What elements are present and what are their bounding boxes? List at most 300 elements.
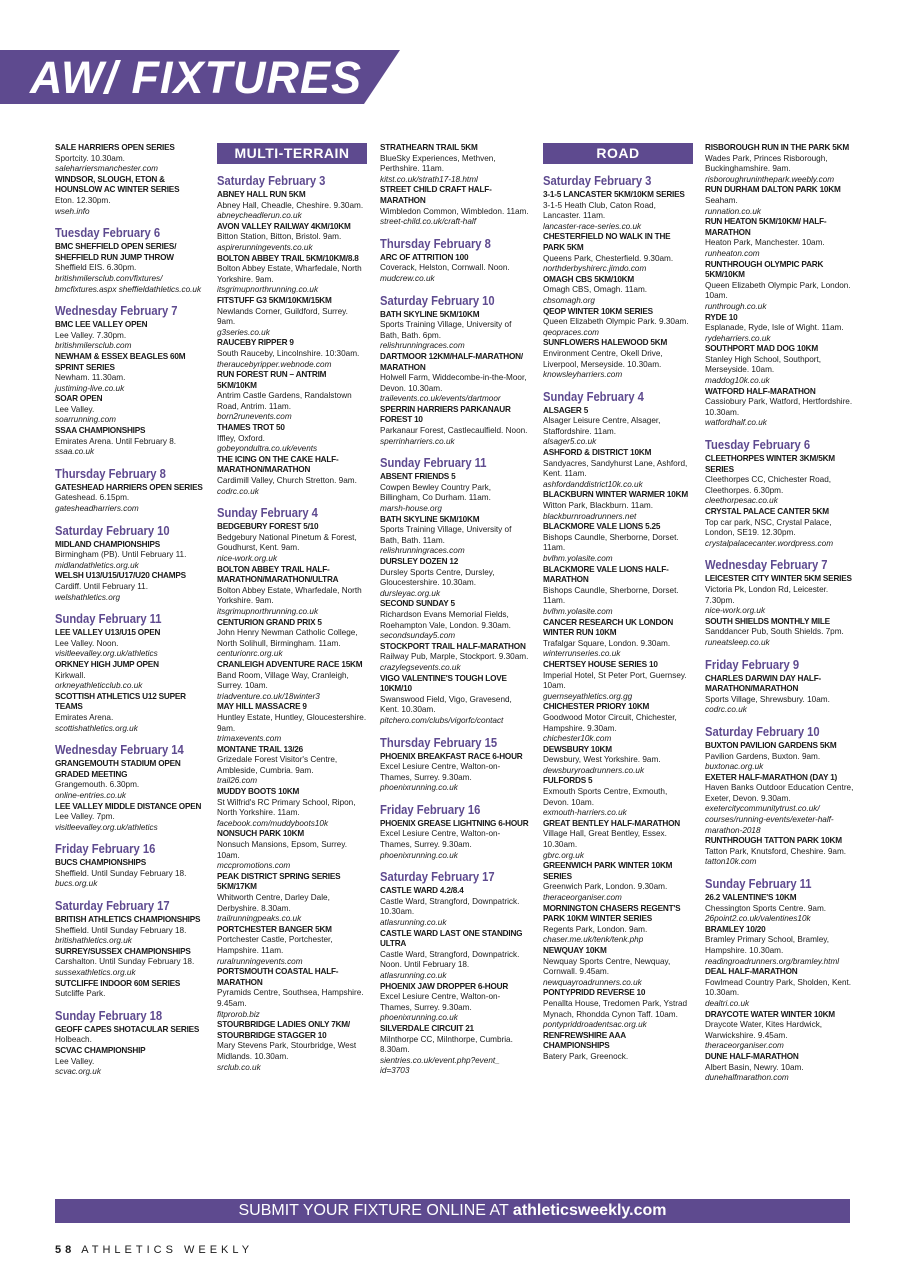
day-heading: Saturday February 10: [380, 292, 495, 308]
fixture-website[interactable]: wseh.info: [55, 206, 90, 216]
fixture-name: BRAMLEY 10/20: [705, 924, 766, 934]
fixture-details: Dewsbury, West Yorkshire. 9am.: [543, 755, 661, 765]
fixture-entry: [543, 618, 693, 660]
fixture-details: Nonsuch Mansions, Epsom, Surrey. 10am.: [217, 840, 347, 860]
page-footer: [55, 1244, 253, 1256]
fixture-entry: [705, 387, 855, 429]
fixture-website[interactable]: born2runevents.com: [217, 412, 292, 422]
fixture-website[interactable]: runthrough.co.uk: [705, 301, 767, 311]
fixture-website[interactable]: nice-work.org.uk: [705, 606, 766, 616]
fixture-details: Heaton Park, Manchester. 10am.: [705, 238, 825, 248]
fixture-website[interactable]: blackburnroadrunners.net: [543, 511, 637, 521]
fixture-name: PORTCHESTER BANGER 5KM: [217, 924, 332, 934]
fixture-website[interactable]: kitst.co.uk/strath17-18.html: [380, 174, 478, 184]
fixture-details: Bolton Abbey Estate, Wharfedale, North Yorkshire. 9am.: [217, 585, 362, 606]
fixture-website[interactable]: phoenixrunning.co.uk: [380, 850, 458, 860]
fixture-entry: [705, 574, 855, 616]
fixture-entry: [705, 617, 855, 649]
day-heading: Sunday February 4: [543, 388, 644, 404]
day-heading: Saturday February 3: [217, 173, 326, 188]
fixture-website[interactable]: relishrunningraces.com: [380, 546, 465, 556]
fixture-website[interactable]: crystalpalacecanter.wordpress.com: [705, 538, 834, 548]
fixture-name: LEICESTER CITY WINTER 5KM SERIES: [705, 574, 852, 584]
fixture-entry: [705, 741, 855, 773]
fixture-website[interactable]: midlandathletics.org.uk: [55, 560, 139, 570]
fixture-website[interactable]: phoenixrunning.co.uk: [380, 1013, 458, 1023]
fixture-details: Imperial Hotel, St Peter Port, Guernsey. 10am.: [543, 670, 687, 691]
fixture-details: Sheffield. Until Sunday February 18.: [55, 925, 187, 935]
fixture-website[interactable]: readingroadrunners.org/bramley.html: [705, 956, 840, 966]
fixture-entry: [55, 759, 205, 801]
fixture-entry: [380, 599, 530, 641]
fixture-website[interactable]: dealtri.co.uk: [705, 998, 750, 1008]
fixture-name: SPERRIN HARRIERS PARKANAUR FOREST 10: [380, 404, 511, 425]
fixture-details: Village Hall, Great Bentley, Essex. 10.30am.: [543, 829, 667, 850]
fixture-website[interactable]: nice-work.org.uk: [217, 554, 278, 563]
fixture-website[interactable]: bucs.org.uk: [55, 879, 98, 889]
fixture-details: Sports Village, Shrewsbury. 10am.: [705, 694, 830, 704]
fixture-name: ABSENT FRIENDS 5: [380, 472, 456, 482]
fixture-entry: [705, 507, 855, 549]
day-heading: Thursday February 8: [380, 235, 491, 251]
fixture-details: Sports Training Village, University of Bath, Bath. 6pm.: [380, 320, 512, 340]
fixture-entry: [55, 628, 205, 660]
fixture-name: PEAK DISTRICT SPRING SERIES 5KM/17KM: [217, 871, 341, 892]
fixture-entry: [705, 260, 855, 313]
fixture-website[interactable]: maddog10k.co.uk: [705, 376, 770, 386]
fixture-name: NEWQUAY 10KM: [543, 945, 607, 955]
fixture-entry: [543, 776, 693, 818]
fixtures-column-4: [543, 143, 693, 1063]
fixture-name: ORKNEY HIGH JUMP OPEN: [55, 659, 159, 669]
fixture-entry: [380, 642, 530, 674]
fixture-details: Batery Park, Greenock.: [543, 1051, 629, 1061]
fixture-details: Newquay Sports Centre, Newquay, Cornwall. 9.45am.: [543, 956, 671, 977]
fixture-website[interactable]: ashfordanddistrict10k.co.uk: [543, 479, 643, 489]
fixture-website[interactable]: dewsburyroadrunners.co.uk: [543, 765, 645, 775]
fixture-website[interactable]: visitleevalley.org.uk/athletics: [55, 649, 158, 659]
fixture-website[interactable]: buxtonac.org.uk: [705, 762, 764, 772]
fixture-details: Trafalgar Square, London. 9.30am.: [543, 638, 671, 648]
fixture-entry: [217, 522, 367, 564]
fixture-name: CHERTSEY HOUSE SERIES 10: [543, 659, 658, 669]
fixture-entry: [217, 190, 367, 222]
fixture-name: ALSAGER 5: [543, 405, 589, 415]
fixture-name: CANCER RESEARCH UK LONDON WINTER RUN 10KM: [543, 617, 674, 638]
fixture-website[interactable]: atlasrunning.co.uk: [380, 918, 447, 928]
fixture-entry: [55, 947, 205, 979]
fixture-details: Sheffield EIS. 6.30pm.: [55, 263, 137, 273]
fixture-website[interactable]: guernseyathletics.org.gg: [543, 691, 633, 701]
fixture-details: Cardimill Valley, Church Stretton. 9am.: [217, 476, 357, 486]
day-heading: Friday February 9: [705, 656, 800, 672]
fixture-entry: [543, 448, 693, 490]
fixture-details: Carshalton. Until Sunday February 18.: [55, 957, 195, 967]
fixture-name: MUDDY BOOTS 10KM: [217, 787, 300, 797]
fixture-website[interactable]: codrc.co.uk: [217, 486, 259, 496]
fixture-website[interactable]: knowsleyharriers.com: [543, 370, 623, 380]
fixture-details: Newlands Corner, Guildford, Surrey. 9am.: [217, 306, 348, 327]
fixture-website[interactable]: abneycheadlerun.co.uk: [217, 211, 302, 221]
fixture-entry: [543, 904, 693, 946]
day-heading: Friday February 16: [380, 801, 481, 817]
submit-text: SUBMIT YOUR FIXTURE ONLINE AT: [238, 1202, 513, 1219]
fixture-website[interactable]: mudcrew.co.uk: [380, 273, 435, 283]
fixture-name: RUN HEATON 5KM/10KM/ HALF-MARATHON: [705, 217, 827, 237]
fixture-website[interactable]: fitprorob.biz: [217, 1009, 260, 1019]
fixture-entry: [217, 296, 367, 338]
fixture-website[interactable]: lancaster-race-series.co.uk: [543, 221, 642, 231]
fixture-website[interactable]: atlasrunning.co.uk: [380, 971, 447, 980]
fixture-details: Gateshead. 6.15pm.: [55, 493, 130, 503]
fixture-website[interactable]: visitleevalley.org.uk/athletics: [55, 822, 158, 832]
fixture-entry: [217, 618, 367, 660]
fixture-name: BLACKBURN WINTER WARMER 10KM: [543, 490, 688, 500]
submit-fixture-banner: [55, 1199, 850, 1223]
fixture-entry: [55, 175, 205, 217]
fixture-website[interactable]: cbsomagh.org: [543, 295, 595, 305]
fixture-entry: [55, 1025, 205, 1046]
fixture-name: SILVERDALE CIRCUIT 21: [380, 1023, 474, 1033]
fixture-website[interactable]: pontypriddroadentsac.org.uk: [543, 1020, 647, 1030]
fixture-name: SURREY/SUSSEX CHAMPIONSHIPS: [55, 946, 191, 956]
fixture-website[interactable]: centurionrc.org.uk: [217, 649, 283, 659]
fixture-name: RENFREWSHIRE AAA CHAMPIONSHIPS: [543, 1030, 626, 1051]
fixture-website[interactable]: facebook.com/muddyboots10k: [217, 818, 329, 828]
fixture-name: CRANLEIGH ADVENTURE RACE 15KM: [217, 659, 363, 669]
fixture-details: Pavilion Gardens, Buxton. 9am.: [705, 751, 821, 761]
fixture-website[interactable]: crazylegsevents.co.uk: [380, 662, 461, 672]
fixture-details: Castle Ward, Strangford, Downpatrick. Noon. Until February 18.: [380, 949, 520, 970]
fixture-details: Eton. 12.30pm.: [55, 195, 111, 205]
fixture-entry: [543, 307, 693, 339]
fixtures-column-5: [705, 143, 855, 1084]
day-heading: Friday February 16: [55, 841, 156, 857]
fixture-website[interactable]: street-child.co.uk/craft-half: [380, 217, 477, 227]
fixture-name: WATFORD HALF-MARATHON: [705, 386, 816, 396]
fixture-details: Cassiobury Park, Watford, Hertfordshire. 10.30am.: [705, 397, 853, 417]
fixture-details: Holwell Farm, Widdecombe-in-the-Moor, Devon. 10.30am.: [380, 373, 527, 393]
fixture-website[interactable]: risboroughruninthepark.weebly.com: [705, 174, 835, 184]
fixture-name: STOCKPORT TRAIL HALF-MARATHON: [380, 641, 526, 651]
fixture-name: SUNFLOWERS HALEWOOD 5KM: [543, 338, 668, 348]
fixture-website[interactable]: britishathletics.org.uk: [55, 936, 132, 946]
fixture-website[interactable]: britishmilersclub.com/fixtures/ bmcfixtures.aspx sheffieldathletics.co.uk: [55, 273, 202, 294]
fixture-website[interactable]: dursleyac.org.uk: [380, 588, 441, 598]
fixture-name: CENTURION GRAND PRIX 5: [217, 617, 322, 627]
fixture-entry: [380, 982, 530, 1024]
fixture-website[interactable]: newquayroadrunners.co.uk: [543, 977, 642, 987]
day-heading: Saturday February 3: [543, 173, 652, 188]
fixture-name: BMC LEE VALLEY OPEN: [55, 320, 148, 330]
fixture-entry: [55, 571, 205, 603]
fixture-details: Kirkwall.: [55, 670, 86, 680]
fixture-name: WINDSOR, SLOUGH, ETON & HOUNSLOW AC WINTER SERIES: [55, 174, 180, 195]
page-title: AW/ FIXTURES: [30, 52, 363, 103]
fixture-name: THE ICING ON THE CAKE HALF-MARATHON/MARATHON: [217, 454, 339, 475]
fixture-name: SOUTHPORT MAD DOG 10KM: [705, 344, 818, 354]
fixture-website[interactable]: exetercitycommunitytrust.co.uk/ courses/running-events/exeter-half-marathon-2018: [705, 804, 834, 835]
fixture-website[interactable]: g3series.co.uk: [217, 327, 270, 337]
fixture-website[interactable]: runnation.co.uk: [705, 206, 761, 216]
fixture-entry: [380, 819, 530, 861]
fixture-name: QEOP WINTER 10KM SERIES: [543, 306, 653, 316]
fixture-entry: [543, 819, 693, 861]
fixture-entry: [705, 1010, 855, 1052]
fixture-details: Cowpen Bewley Country Park, Billingham, Co Durham. 11am.: [380, 482, 492, 503]
fixture-details: Haven Banks Outdoor Education Centre, Exeter, Devon. 9.30am.: [705, 783, 854, 803]
fixture-website[interactable]: online-entries.co.uk: [55, 790, 126, 800]
fixture-website[interactable]: aspirerunningevents.co.uk: [217, 242, 313, 252]
fixture-website[interactable]: britishmilersclub.com: [55, 341, 132, 351]
fixture-name: SALE HARRIERS OPEN SERIES: [55, 143, 175, 152]
fixture-entry: [543, 946, 693, 988]
fixture-details: Emirates Arena. Until February 8.: [55, 436, 177, 446]
fixture-entry: [543, 522, 693, 564]
fixture-website[interactable]: watfordhalf.co.uk: [705, 418, 767, 428]
fixture-website[interactable]: codrc.co.uk: [705, 705, 747, 715]
fixture-entry: [217, 565, 367, 618]
fixture-website[interactable]: sperrinharriers.co.uk: [380, 436, 455, 446]
fixture-name: GRANGEMOUTH STADIUM OPEN GRADED MEETING: [55, 759, 181, 779]
fixture-name: PORTSMOUTH COASTAL HALF-MARATHON: [217, 967, 339, 987]
fixture-name: MAY HILL MASSACRE 9: [217, 702, 307, 712]
fixture-website[interactable]: cleethorpesac.co.uk: [705, 496, 778, 506]
fixture-name: VIGO VALENTINE'S TOUGH LOVE 10KM/10: [380, 673, 507, 694]
fixture-entry: [380, 886, 530, 928]
fixture-details: Bishops Caundle, Sherborne, Dorset. 11am.: [543, 532, 679, 553]
fixture-website[interactable]: runheaton.com: [705, 248, 760, 258]
fixture-entry: [705, 1052, 855, 1084]
fixture-entry: [55, 483, 205, 515]
fixture-entry: [705, 925, 855, 967]
fixture-name: CHESTERFIELD NO WALK IN THE PARK 5KM: [543, 232, 671, 252]
fixture-website[interactable]: mccpromotions.com: [217, 861, 291, 871]
fixture-details: John Henry Newman Catholic College, North Solihull, Birmingham. 11am.: [217, 628, 358, 648]
fixture-website[interactable]: trail26.com: [217, 776, 258, 786]
fixture-website[interactable]: exmouth-harriers.co.uk: [543, 808, 627, 818]
day-heading: Thursday February 15: [380, 734, 498, 750]
fixture-details: Swanswood Field, Vigo, Gravesend, Kent. 10.30am.: [380, 694, 512, 715]
fixture-website[interactable]: scvac.org.uk: [55, 1067, 101, 1077]
fixture-name: DARTMOOR 12KM/HALF-MARATHON/ MARATHON: [380, 351, 523, 372]
website-link[interactable]: athleticsweekly.com: [512, 1202, 667, 1219]
fixture-name: GREAT BENTLEY HALF-MARATHON: [543, 818, 680, 828]
fixture-name: RYDE 10: [705, 312, 738, 322]
fixture-details: Witton Park, Blackburn. 11am.: [543, 501, 653, 511]
fixture-details: Esplanade, Ryde, Isle of Wight. 11am.: [705, 323, 844, 333]
fixture-entry: [543, 745, 693, 777]
fixture-name: BEDGEBURY FOREST 5/10: [217, 522, 319, 532]
fixture-website[interactable]: pitchero.com/clubs/vigorfc/contact: [380, 715, 504, 725]
fixture-website[interactable]: gbrc.org.uk: [543, 850, 584, 860]
fixture-details: BlueSky Experiences, Methven, Perthshire. 11am.: [380, 153, 496, 174]
fixture-website[interactable]: marsh-house.org: [380, 504, 442, 514]
fixture-name: GEOFF CAPES SHOTACULAR SERIES: [55, 1024, 200, 1034]
fixture-website[interactable]: gatesheadharriers.com: [55, 504, 139, 514]
fixture-website[interactable]: itsgrimupnorthrunning.co.uk: [217, 285, 319, 295]
fixture-name: MIDLAND CHAMPIONSHIPS: [55, 539, 160, 549]
fixture-name: RAUCEBY RIPPER 9: [217, 338, 294, 348]
fixture-name: SECOND SUNDAY 5: [380, 599, 455, 609]
fixture-details: Wimbledon Common, Wimbledon. 11am.: [380, 206, 529, 216]
fixture-entry: [705, 836, 855, 868]
fixture-website[interactable]: winterrunseries.co.uk: [543, 649, 621, 659]
day-heading: Wednesday February 7: [55, 303, 178, 319]
fixture-name: BOLTON ABBEY TRAIL HALF-MARATHON/MARATHON/ULTRA: [217, 564, 339, 585]
fixture-entry: [380, 352, 530, 405]
day-heading: Sunday February 11: [55, 611, 162, 627]
fixture-name: SCOTTISH ATHLETICS U12 SUPER TEAMS: [55, 691, 186, 712]
fixture-name: SOUTH SHIELDS MONTHLY MILE: [705, 616, 830, 626]
fixture-details: Antrim Castle Gardens, Randalstown Road, Antrim. 11am.: [217, 391, 352, 411]
fixture-details: Wades Park, Princes Risborough, Buckinghamshire. 9am.: [705, 153, 828, 174]
fixture-details: Stanley High School, Southport, Merseyside. 10am.: [705, 354, 822, 375]
fixture-name: 26.2 VALENTINE'S 10KM: [705, 893, 797, 903]
fixture-entry: [543, 988, 693, 1030]
fixture-details: Lee Valley.: [55, 1056, 95, 1066]
fixture-website[interactable]: qeopraces.com: [543, 327, 599, 337]
fixture-website[interactable]: theraucebyripper.webnode.com: [217, 359, 332, 369]
fixture-name: CASTLE WARD 4.2/8.4: [380, 886, 464, 896]
fixture-website[interactable]: welshathletics.org: [55, 592, 121, 602]
fixture-website[interactable]: phoenixrunning.co.uk: [380, 783, 458, 793]
fixture-website[interactable]: trimaxevents.com: [217, 734, 282, 744]
fixture-details: Environment Centre, Okell Drive, Liverpool, Merseyside. 10.30am.: [543, 348, 663, 369]
fixture-name: SCVAC CHAMPIONSHIP: [55, 1046, 146, 1055]
fixture-website[interactable]: triadventure.co.uk/18winter3: [217, 691, 320, 701]
fixture-entry: [217, 702, 367, 744]
fixture-website[interactable]: scottishathletics.org.uk: [55, 723, 138, 733]
fixture-details: Dursley Sports Centre, Dursley, Gloucestershire. 10.30am.: [380, 567, 495, 588]
fixture-details: Sports Training Village, University of Bath, Bath. 11am.: [380, 525, 512, 545]
fixture-entry: [380, 185, 530, 227]
fixture-details: Iffley, Oxford.: [217, 433, 265, 443]
fixture-entry: [380, 929, 530, 982]
fixture-name: FITSTUFF G3 5KM/10KM/15KM: [217, 295, 332, 305]
fixture-entry: [55, 143, 205, 175]
day-heading: Saturday February 10: [705, 723, 820, 739]
fixture-name: BRITISH ATHLETICS CHAMPIONSHIPS: [55, 915, 201, 925]
fixture-details: Parkanaur Forest, Castlecaulfield. Noon.: [380, 426, 528, 436]
fixture-details: Newham. 11.30am.: [55, 373, 126, 383]
fixture-website[interactable]: sussexathletics.org.uk: [55, 968, 136, 978]
fixture-entry: [55, 692, 205, 734]
fixture-name: SOAR OPEN: [55, 394, 103, 404]
fixture-name: RUNTHROUGH TATTON PARK 10KM: [705, 836, 842, 846]
fixture-website[interactable]: rydeharriers.co.uk: [705, 333, 771, 343]
fixture-website[interactable]: chaser.me.uk/tenk/tenk.php: [543, 935, 644, 945]
fixture-website[interactable]: bvlhm.yolasite.com: [543, 554, 613, 563]
fixture-website[interactable]: gobeyondultra.co.uk/events: [217, 444, 318, 454]
fixture-entry: [217, 222, 367, 254]
fixture-website[interactable]: trailevents.co.uk/events/dartmoor: [380, 394, 501, 404]
fixture-entry: [705, 217, 855, 259]
fixture-entry: [543, 565, 693, 618]
fixture-entry: [217, 872, 367, 925]
fixture-website[interactable]: saleharriersmanchester.com: [55, 164, 158, 174]
fixture-entry: [217, 787, 367, 829]
day-heading: Wednesday February 7: [705, 557, 828, 573]
fixture-details: Bolton Abbey Estate, Wharfedale, North Yorkshire. 9am.: [217, 264, 362, 284]
fixture-details: Sutcliffe Park.: [55, 989, 106, 999]
fixture-details: Excel Lesiure Centre, Walton-on-Thames, Surrey. 9.30am.: [380, 829, 501, 850]
fixture-website[interactable]: sientries.co.uk/event.php?event_ id=3703: [380, 1055, 500, 1076]
fixture-entry: [543, 861, 693, 903]
fixture-name: NEWHAM & ESSEX BEAGLES 60M SPRINT SERIES: [55, 351, 186, 372]
fixture-website[interactable]: secondsunday5.com: [380, 631, 456, 641]
fixtures-column-2: [217, 143, 367, 1073]
fixture-details: Cleethorpes CC, Chichester Road, Cleethorpes. 6.30pm.: [705, 475, 832, 495]
fixture-details: Castle Ward, Strangford, Downpatrick. 10.30am.: [380, 896, 520, 917]
fixture-website[interactable]: dunehalfmarathon.com: [705, 1073, 789, 1083]
fixture-website[interactable]: itsgrimupnorthrunning.co.uk: [217, 606, 319, 616]
fixture-details: Emirates Arena.: [55, 712, 114, 722]
fixture-website[interactable]: tatton10k.com: [705, 857, 757, 867]
fixture-entry: [705, 143, 855, 185]
fixture-name: DURSLEY DOZEN 12: [380, 557, 459, 566]
fixture-website[interactable]: alsager5.co.uk: [543, 437, 597, 447]
fixture-website[interactable]: ssaa.co.uk: [55, 447, 95, 457]
fixture-website[interactable]: runeatsleep.co.uk: [705, 637, 770, 647]
fixture-details: Milnthorpe CC, Milnthorpe, Cumbria. 8.30am.: [380, 1034, 513, 1055]
fixture-website[interactable]: orkneyathleticclub.co.uk: [55, 681, 143, 691]
fixture-entry: [705, 674, 855, 716]
fixture-entry: [217, 1020, 367, 1073]
fixture-website[interactable]: ruralrunningevents.com: [217, 956, 303, 966]
fixture-entry: [217, 423, 367, 455]
fixture-website[interactable]: justiming-live.co.uk: [55, 383, 125, 393]
fixture-website[interactable]: relishrunningraces.com: [380, 341, 465, 351]
fixture-website[interactable]: trailrunningpeaks.co.uk: [217, 914, 302, 924]
fixture-website[interactable]: theraceorganiser.com: [543, 893, 622, 902]
day-heading: Thursday February 8: [55, 465, 166, 481]
fixture-website[interactable]: srclub.co.uk: [217, 1062, 261, 1072]
fixture-website[interactable]: bvlhm.yolasite.com: [543, 606, 613, 616]
fixture-entry: [55, 394, 205, 426]
fixture-details: Goodwood Motor Circuit, Chichester, Hampshire. 9.30am.: [543, 712, 677, 733]
fixture-website[interactable]: theraceorganiser.com: [705, 1041, 784, 1051]
fixture-details: Fowlmead Country Park, Sholden, Kent. 10.30am.: [705, 977, 852, 998]
fixture-details: Albert Basin, Newry. 10am.: [705, 1062, 804, 1072]
fixture-website[interactable]: soarrunning.com: [55, 415, 116, 425]
fixture-details: Sanddancer Pub, South Shields. 7pm.: [705, 627, 844, 637]
fixture-details: Penallta House, Tredomen Park, Ystrad Mynach, Rhondda Cynon Taff. 10am.: [543, 998, 688, 1019]
fixture-name: 3-1-5 LANCASTER 5KM/10KM SERIES: [543, 190, 685, 199]
fixture-entry: [55, 352, 205, 394]
fixture-name: DEWSBURY 10KM: [543, 744, 612, 754]
fixture-entry: [55, 540, 205, 572]
fixture-name: CHARLES DARWIN DAY HALF-MARATHON/MARATHON: [705, 673, 822, 694]
fixture-details: Portchester Castle, Portchester, Hampshire. 11am.: [217, 935, 333, 955]
fixture-details: Grangemouth. 6.30pm.: [55, 780, 140, 790]
fixture-website[interactable]: chichester10k.com: [543, 734, 612, 744]
fixture-entry: [705, 313, 855, 345]
fixture-entry: [55, 915, 205, 947]
fixture-entry: [55, 320, 205, 352]
fixture-details: St Wilfrid's RC Primary School, Ripon, North Yorkshire. 11am.: [217, 797, 356, 818]
magazine-name: ATHLETICS WEEKLY: [81, 1244, 254, 1256]
fixture-website[interactable]: 26point2.co.uk/valentines10k: [705, 914, 811, 924]
fixture-name: BLACKMORE VALE LIONS 5.25: [543, 522, 661, 532]
fixture-details: Alsager Leisure Centre, Alsager, Staffordshire. 11am.: [543, 416, 661, 436]
fixture-name: MORNINGTON CHASERS REGENT'S PARK 10KM WINTER SERIES: [543, 903, 681, 924]
fixture-website[interactable]: northderbyshirerc.jimdo.com: [543, 264, 647, 274]
fixture-name: DUNE HALF-MARATHON: [705, 1051, 799, 1061]
fixture-entry: [380, 752, 530, 794]
fixture-entry: [380, 557, 530, 599]
fixture-name: ABNEY HALL RUN 5KM: [217, 190, 306, 199]
